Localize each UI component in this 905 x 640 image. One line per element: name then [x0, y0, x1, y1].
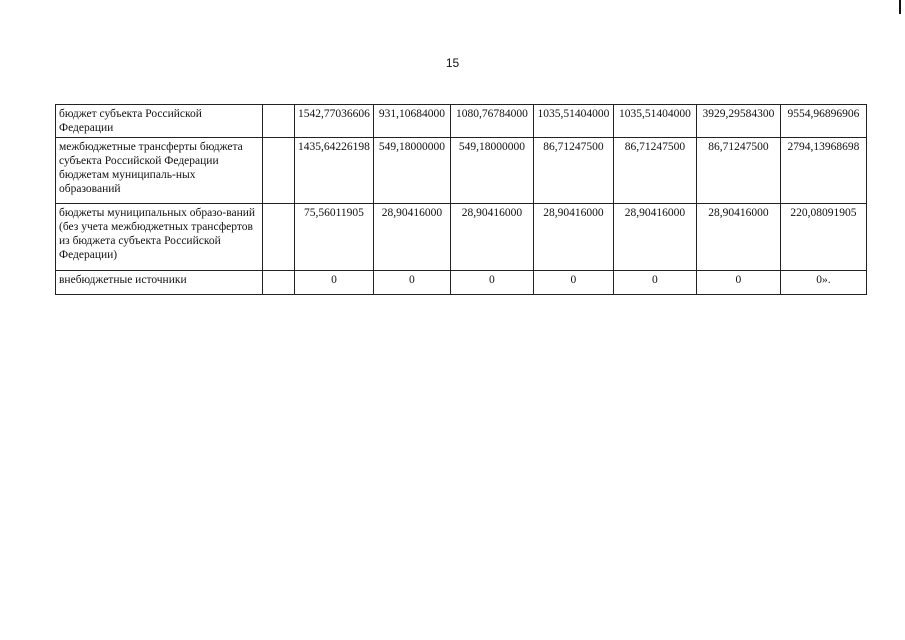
value-cell: 0 — [613, 271, 696, 295]
value-cell: 75,56011905 — [295, 204, 374, 271]
table-row — [56, 271, 867, 295]
value-cell: 9554,96896906 — [780, 105, 866, 138]
value-cell: 28,90416000 — [613, 204, 696, 271]
value-cell: 0». — [780, 271, 866, 295]
edge-mark — [899, 0, 901, 14]
value-cell: 0 — [696, 271, 780, 295]
value-cell: 0 — [373, 271, 450, 295]
value-cell: 28,90416000 — [533, 204, 613, 271]
value-cell: 0 — [295, 271, 374, 295]
value-cell: 2794,13968698 — [780, 138, 866, 204]
value-cell: 931,10684000 — [373, 105, 450, 138]
value-cell: 86,71247500 — [533, 138, 613, 204]
value-cell: 549,18000000 — [450, 138, 533, 204]
empty-cell — [263, 105, 295, 138]
table-row — [56, 138, 867, 204]
value-cell: 1035,51404000 — [533, 105, 613, 138]
value-cell: 549,18000000 — [373, 138, 450, 204]
budget-table — [55, 104, 867, 295]
value-cell: 3929,29584300 — [696, 105, 780, 138]
value-cell: 28,90416000 — [696, 204, 780, 271]
empty-cell — [263, 271, 295, 295]
row-label: межбюджетные трансферты бюджета субъекта Российской Федерации бюджетам муниципаль-ных образований — [56, 138, 263, 204]
empty-cell — [263, 138, 295, 204]
table-row — [56, 105, 867, 138]
page-number: 15 — [445, 56, 460, 70]
value-cell: 28,90416000 — [450, 204, 533, 271]
value-cell: 1542,77036606 — [295, 105, 374, 138]
row-label: внебюджетные источники — [56, 271, 263, 295]
value-cell: 0 — [533, 271, 613, 295]
value-cell: 86,71247500 — [613, 138, 696, 204]
value-cell: 86,71247500 — [696, 138, 780, 204]
value-cell: 28,90416000 — [373, 204, 450, 271]
row-label: бюджет субъекта Российской Федерации — [56, 105, 263, 138]
value-cell: 1035,51404000 — [613, 105, 696, 138]
table-row — [56, 204, 867, 271]
value-cell: 0 — [450, 271, 533, 295]
empty-cell — [263, 204, 295, 271]
row-label: бюджеты муниципальных образо-ваний (без учета межбюджетных трансфертов из бюджета субъекта Российской Федерации) — [56, 204, 263, 271]
value-cell: 220,08091905 — [780, 204, 866, 271]
value-cell: 1435,64226198 — [295, 138, 374, 204]
value-cell: 1080,76784000 — [450, 105, 533, 138]
